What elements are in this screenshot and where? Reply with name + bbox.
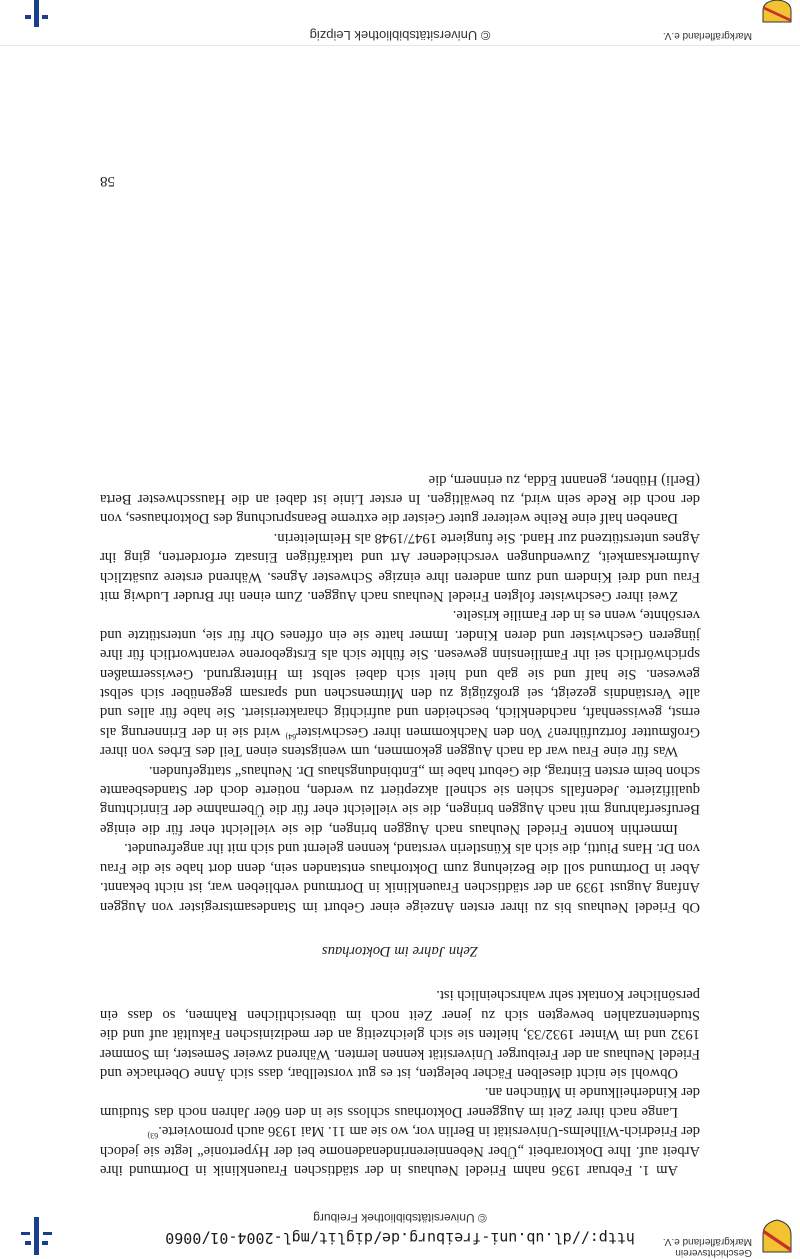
paragraph-5: Immerhin konnte Friedel Neuhaus nach Auggen bringen, die sie vielleicht eher für die einige Berufserfahrung mit nach Auggen bringen, die sie vielleicht eher für die Übernahme der Einrichtung qualifizierte. Jedenfalls schien sie schnell akzeptiert zu werden, notierte doch der Standesbeamte schon beim ersten Eintrag, die Geburt habe im „Entbindungshaus Dr. Neuhaus“ stattgefunden.: [100, 762, 700, 837]
paragraph-1: Am 1. Februar 1936 nahm Friedel Neuhaus in der städtischen Frauenklinik in Dortmund ihre Arbeit auf. Ihre Doktorarbeit „Über Nebennierenrindenadenome bei der Hypertonie“ legte sie jedoch der Friedrich-Wilhelms-Universität in Berlin vor, wo sie am 11. Mai 1936 auch promovierte.$^{63)}$: [100, 1123, 700, 1178]
copyright-library: © Universitätsbibliothek Freiburg: [313, 1211, 487, 1225]
paragraph-3: Obwohl sie nicht dieselben Fächer belegten, ist es gut vorstellbar, dass sich Änne Oberhacke und Friedel Neuhaus an der Freiburger Universität kennen lernten. Während zweier Semester, im Sommer 1932 und im Winter 1932/33, hielten sie sich gleichzeitig an der medizinischen Fakultät auf und die Studentenzahlen bewegten sich zu jener Zeit noch im übersichtlichen Rahmen, so dass ein persönlicher Kontakt sehr wahrscheinlich ist.: [100, 987, 700, 1081]
page-number: 58: [100, 173, 115, 189]
paragraph-4: Ob Friedel Neuhaus bis zu ihrer ersten Anzeige einer Geburt im Standesamtsregister von Auggen Anfang August 1939 an der städtischen Frauenklinik in Dortmund verblieben war, ist nicht bekannt. Aber in Dortmund soll die Beziehung zum Doktorhaus entstanden sein, denn dort habe sie die Frau von Dr. Hans Piutti, die sich als Künstlerin verstand, kennen gelernt und sich mit ihr angefreundet.: [100, 840, 700, 915]
paragraph-6: Was für eine Frau war da nach Auggen gekommen, um wenigstens einen Teil des Erbes von ihrer Großmutter fortzuführen? Von den Nachkommen ihrer Geschwister$^{64)}$ wird sie in der Erinnerung als ernst, gewissenhaft, nachdenklich, bescheiden und aufrichtig charakterisiert. Sie habe für alles und alle Verständnis gezeigt, sei großzügig zu den Mitmenschen und sparsam gegenüber sich selbst gewesen. Sie half und sie gab und hielt sich dabei selbst im Hintergrund. Gewissermaßen sprichwörtlich sei ihr Familiensinn gewesen. Sie fühlte sich als Erstgeborene verantwortlich für ihre jüngeren Geschwister und deren Kinder. Immer hatte sie ein offenes Ohr für sie, unterstützte und versöhnte, wenn es in der Familie kriselte.: [100, 607, 700, 760]
section-heading: Zehn Jahre im Doktorhaus: [321, 942, 479, 959]
brand-text: Markgräflerland e.V.: [662, 30, 752, 41]
document-body: [100, 469, 700, 1179]
viewer-header-band: [0, 0, 800, 46]
paragraph-8: Daneben half eine Reihe weiterer guter Geister die extreme Beanspruchung des Doktorhauses, von der noch die Rede sein wird, zu bewältigen. In erster Linie ist dabei an die Hausschwester Berta (Berli) Hübner, genannt Edda, zu erinnern, die: [100, 471, 700, 527]
university-logo-icon: [22, 0, 52, 27]
paragraph-2: Lange nach ihrer Zeit im Auggener Doktorhaus schloss sie in den 60er Jahren noch das Studium der Kinderheilkunde in München an.: [100, 1084, 700, 1120]
viewer-footer-band: [0, 1213, 800, 1259]
footnote-ref: 63): [147, 1131, 159, 1141]
copyright-library-header: © Universitätsbibliothek Leipzig: [309, 28, 491, 43]
footnote-ref: 64): [285, 731, 297, 741]
permalink-url[interactable]: http://dl.ub.uni-freiburg.de/diglit/mgl-2004-01/0060: [165, 1229, 635, 1247]
paragraph-7: Zwei ihrer Geschwister folgten Friedel Neuhaus nach Auggen. Zum einen ihr Bruder Ludwig mit Frau und drei Kindern und zum anderen ihre einzige Schwester Agnes. Während erstere zusätzlich Aufmerksamkeit, Zuwendungen verschiedener Art und tatkräftigen Einsatz erforderten, ging ihr Agnes unterstützend zur Hand. Sie fungierte 1947/1948 als Heimleiterin.: [100, 529, 700, 605]
geschichtsverein-crest-icon: [762, 0, 792, 23]
brand-text: Geschichtsverein Markgräflerland e.V.: [662, 1236, 752, 1258]
geschichtsverein-crest-icon: [762, 1219, 792, 1253]
